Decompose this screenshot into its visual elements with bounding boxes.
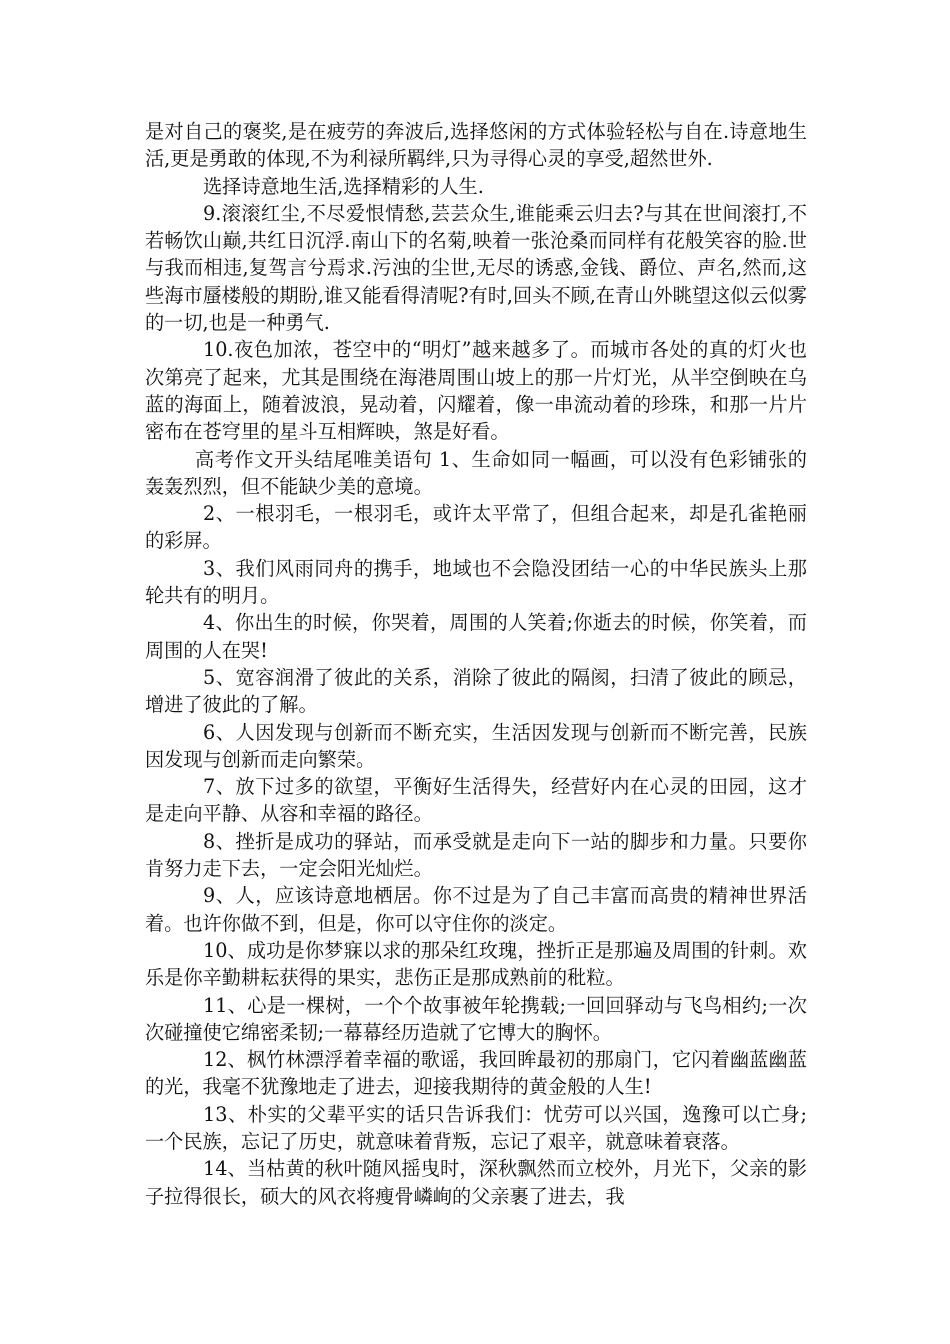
paragraph: 14、当枯黄的秋叶随风摇曳时，深秋飘然而立校外，月光下，父亲的影子拉得很长，硕大的风衣将瘦骨嶙峋的父亲裹了进去，我 [145,1157,807,1208]
paragraph: 选择诗意地生活,选择精彩的人生. [203,174,484,198]
paragraph: 8、挫折是成功的驿站，而承受就是走向下一站的脚步和力量。只要你肯努力走下去，一定会阳光灿烂。 [145,829,807,881]
paragraph: 12、枫竹林漂浮着幸福的歌谣，我回眸最初的那扇门，它闪着幽蓝幽蓝的光，我毫不犹豫地走了进去，迎接我期待的黄金般的人生! [145,1048,807,1099]
paragraph: 6、人因发现与创新而不断充实，生活因发现与创新而不断完善，民族因发现与创新而走向繁荣。 [145,720,807,771]
paragraph: 5、宽容润滑了彼此的关系，消除了彼此的隔阂，扫清了彼此的顾忌，增进了彼此的了解。 [145,665,807,717]
section-heading-paragraph: 高考作文开头结尾唯美语句 1、生命如同一幅画，可以没有色彩铺张的轰轰烈烈，但不能缺少美的意境。 [145,447,807,498]
paragraph: 是对自己的褒奖,是在疲劳的奔波后,选择悠闲的方式体验轻松与自在.诗意地生活,更是勇敢的体现,不为利禄所羁绊,只为寻得心灵的享受,超然世外. [145,120,807,171]
paragraph: 9、人，应该诗意地栖居。你不过是为了自己丰富而高贵的精神世界活着。也许你做不到，但是，你可以守住你的淡定。 [145,884,807,935]
paragraph: 3、我们风雨同舟的携手，地域也不会隐没团结一心的中华民族头上那轮共有的明月。 [145,556,807,608]
paragraph: 10、成功是你梦寐以求的那朵红玫瑰，挫折正是那遍及周围的针刺。欢乐是你辛勤耕耘获得的果实，悲伤正是那成熟前的秕粒。 [145,938,807,990]
paragraph: 13、朴实的父辈平实的话只告诉我们：忧劳可以兴国，逸豫可以亡身;一个民族，忘记了历史，就意味着背叛，忘记了艰辛，就意味着衰落。 [145,1102,807,1153]
paragraph: 4、你出生的时候，你哭着，周围的人笑着;你逝去的时候，你笑着，而周围的人在哭! [145,611,807,662]
paragraph: 7、放下过多的欲望，平衡好生活得失，经营好内在心灵的田园，这才是走向平静、从容和幸福的路径。 [145,775,807,826]
paragraph: 9.滚滚红尘,不尽爱恨情愁,芸芸众生,谁能乘云归去?与其在世间滚打,不若畅饮山巅,共红日沉浮.南山下的名菊,映着一张沧桑而同样有花般笑容的脸.世与我而相违,复驾言兮焉求.污浊的尘世,无尽的诱惑,金钱、爵位、声名,然而,这些海市蜃楼般的期盼,谁又能看得清呢?有时,回头不顾,在青山外眺望这似云似雾的一切,也是一种勇气. [145,201,807,335]
paragraph: 2、一根羽毛，一根羽毛，或许太平常了，但组合起来，却是孔雀艳丽的彩屏。 [145,502,807,553]
paragraph: 11、心是一棵树，一个个故事被年轮携载;一回回驿动与飞鸟相约;一次次碰撞使它绵密柔韧;一幕幕经历造就了它博大的胸怀。 [145,993,807,1044]
paragraph: 10.夜色加浓，苍空中的“明灯”越来越多了。而城市各处的真的灯火也次第亮了起来，尤其是围绕在海港周围山坡上的那一片灯光，从半空倒映在乌蓝的海面上，随着波浪，晃动着，闪耀着，像一串流动着的珍珠，和那一片片密布在苍穹里的星斗互相辉映，煞是好看。 [145,338,807,444]
document-page [145,118,807,1210]
